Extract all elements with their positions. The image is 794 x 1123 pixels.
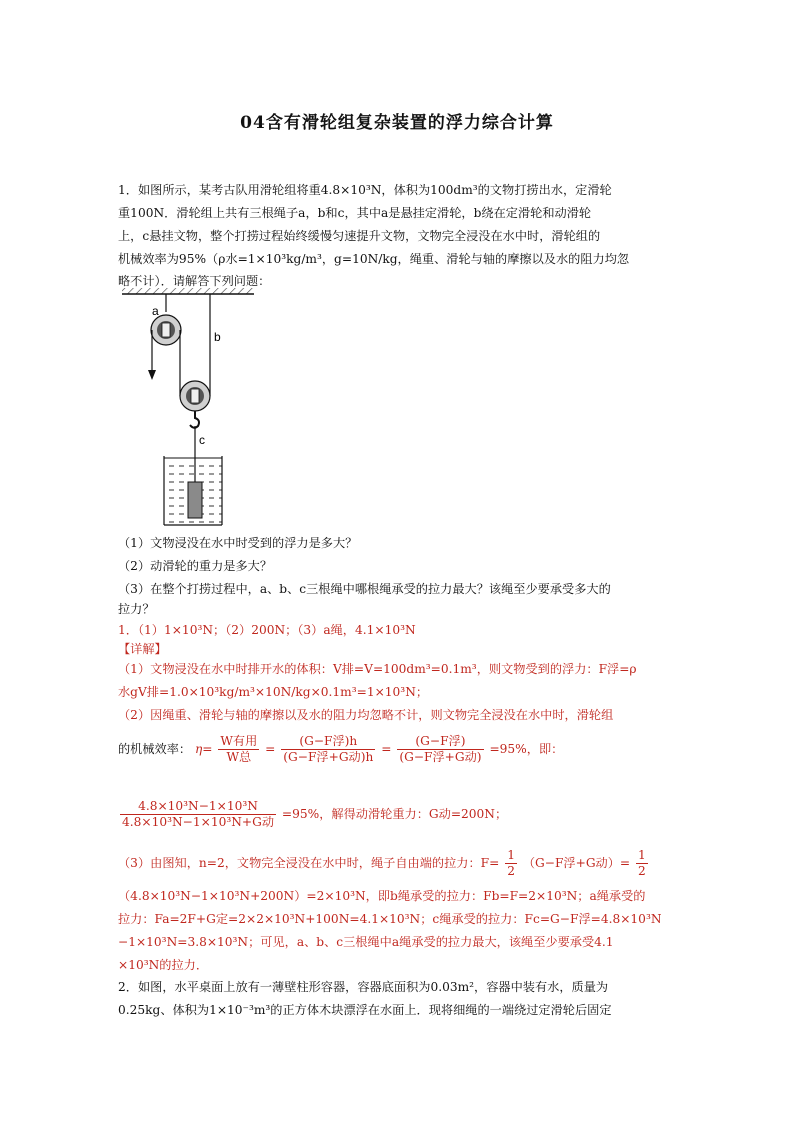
solution-1-line-1: （1）文物浸没在水中时排开水的体积：V排=V=100dm³=0.1m³，则文物受到的浮力：F浮=ρ [118, 662, 637, 676]
q2-line-1: 2．如图，水平桌面上放有一薄壁柱形容器，容器底面积为0.03m²，容器中装有水，质量为 [118, 980, 609, 994]
label-b: b [214, 330, 221, 344]
page-title: 04含有滑轮组复杂装置的浮力综合计算 [240, 113, 554, 133]
q1-line-3: 上，c悬挂文物，整个打捞过程始终缓慢匀速提升文物，文物完全浸没在水中时，滑轮组的 [118, 229, 601, 243]
movable-pulley [180, 381, 210, 411]
pull-arrow-icon [148, 370, 156, 380]
fraction-work-h: $\frac{\text{(G−F浮)h}}{\text{(G−F浮+G动)h}}$ [283, 734, 374, 764]
q1-sub-3: （3）在整个打捞过程中，a、b、c三根绳中哪根绳承受的拉力最大？该绳至少要承受多大的 [118, 582, 611, 596]
q1-sub-2: （2）动滑轮的重力是多大？ [118, 559, 273, 573]
solution-2-line-1: （2）因绳重、滑轮与轴的摩擦以及水的阻力均忽略不计，则文物完全浸没在水中时，滑轮组 [118, 708, 614, 722]
efficiency-formula: 的机械效率： η= $\frac{\text{W有用}}{\text{W总}}$ = $\frac{\text{(G−F浮)h}}{\text{(G−F浮+G动)h}}$ = $\frac{\text{(G−F浮)}}{\text{(G−F浮+G动)}}$ =95%，即： [118, 734, 564, 764]
solution-3-line-2: （4.8×10³N−1×10³N+200N）=2×10³N，即b绳承受的拉力：Fb=F=2×10³N；a绳承受的 [118, 889, 646, 903]
efficiency-lead: 的机械效率： [118, 742, 192, 756]
hook-icon [190, 411, 199, 428]
q1-sub-1: （1）文物浸没在水中时受到的浮力是多大？ [118, 536, 358, 550]
fraction-half: $\frac{1}{2}$ [507, 848, 515, 878]
q1-line-1: 1．如图所示，某考古队用滑轮组将重4.8×10³N，体积为100dm³的文物打捞出水，定滑轮 [118, 183, 612, 197]
q1-line-2: 重100N．滑轮组上共有三根绳子a，b和c，其中a是悬挂定滑轮，b绕在定滑轮和动滑轮 [118, 206, 592, 220]
q1-line-5: 略不计）．请解答下列问题： [118, 274, 271, 288]
eta-symbol: η= [195, 742, 213, 756]
fixed-pulley [151, 315, 181, 345]
fraction-numeric: $\frac{\text{4.8×10³N−1×10³N}}{\text{4.8×10³N−1×10³N+G动}}$ [122, 799, 275, 829]
fraction-force: $\frac{\text{(G−F浮)}}{\text{(G−F浮+G动)}}$ [399, 734, 482, 764]
q1-sub-4: 拉力？ [118, 602, 155, 616]
ceiling [122, 288, 254, 294]
q1-answer: 1．（1）1×10³N；（2）200N；（3）a绳，4.1×10³N [118, 623, 416, 637]
q1-line-4: 机械效率为95%（ρ水=1×10³kg/m³，g=10N/kg，绳重、滑轮与轴的摩擦以及水的阻力均忽 [118, 252, 630, 266]
pulley-figure [118, 286, 268, 531]
fraction-w: $\frac{\text{W有用}}{\text{W总}}$ [220, 734, 258, 764]
efficiency-calc: $\frac{\text{4.8×10³N−1×10³N}}{\text{4.8×10³N−1×10³N+G动}}$ =95%，解得动滑轮重力：G动=200N； [122, 799, 508, 829]
label-a: a [152, 304, 159, 318]
solution-3-line-5: ×10³N的拉力． [118, 958, 209, 972]
artifact-block [188, 482, 202, 518]
solution-3-line-1: （3）由图知，n=2，文物完全浸没在水中时，绳子自由端的拉力：F= $\frac{1}{2}$ （G−F浮+G动）= $\frac{1}{2}$ [118, 848, 646, 878]
fraction-half-2: $\frac{1}{2}$ [638, 848, 646, 878]
label-c: c [199, 433, 205, 447]
detail-tag: 【详解】 [118, 642, 167, 656]
solution-1-line-2: 水gV排=1.0×10³kg/m³×10N/kg×0.1m³=1×10³N； [118, 685, 429, 699]
solution-3-line-3: 拉力：Fa=2F+G定=2×2×10³N+100N=4.1×10³N；c绳承受的拉力：Fc=G−F浮=4.8×10³N [118, 912, 662, 926]
q2-line-2: 0.25kg、体积为1×10⁻³m³的正方体木块漂浮在水面上．现将细绳的一端绕过定滑轮后固定 [118, 1003, 612, 1017]
solution-3-line-4: −1×10³N=3.8×10³N；可见，a、b、c三根绳中a绳承受的拉力最大，该绳至少要承受4.1 [118, 935, 614, 949]
